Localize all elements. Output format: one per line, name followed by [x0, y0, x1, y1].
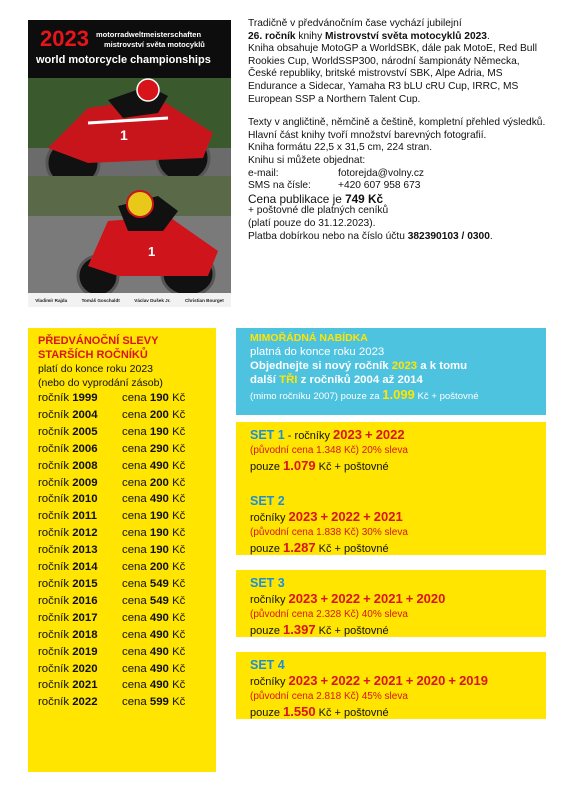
year-value: 2021 [72, 679, 98, 692]
price-value: 490 [149, 493, 169, 506]
cover-photo-motogp-rider [28, 78, 231, 190]
year-value: 2014 [72, 561, 98, 574]
year-value: 2011 [72, 510, 97, 523]
discount-heading-1: PŘEDVÁNOČNÍ SLEVY [38, 335, 159, 347]
validity-line: (platí pouze do 31.12.2023). [248, 217, 376, 229]
currency: Kč [172, 645, 186, 658]
price-word: cena [122, 425, 147, 438]
year-price-row [38, 610, 216, 627]
price-value: 490 [149, 645, 169, 658]
price-value: 599 [149, 696, 169, 709]
price-word: cena [122, 645, 147, 658]
price-value: 490 [149, 628, 169, 641]
cover-subtitle-cz: mistrovství světa motocyklů [104, 40, 205, 49]
price-value: 549 [149, 594, 169, 607]
year-price-list [38, 390, 216, 711]
year-price-row [38, 694, 216, 711]
price-value: 490 [149, 662, 169, 675]
set-year: 2019 [459, 673, 488, 688]
special-offer-panel [236, 328, 546, 415]
currency: Kč [172, 594, 186, 607]
set-original-price: (původní cena 1.838 Kč) 30% sleva [250, 527, 408, 538]
set-original-price: (původní cena 2.328 Kč) 40% sleva [250, 609, 408, 620]
price-value: 200 [149, 408, 169, 421]
year-value: 2020 [72, 662, 98, 675]
discount-note-2: (nebo do vyprodání zásob) [38, 377, 163, 389]
year-word: ročník [38, 493, 70, 506]
currency: Kč [172, 696, 186, 709]
year-price-row [38, 559, 216, 576]
set-price: 1.550 [283, 704, 316, 719]
set-price: 1.287 [283, 540, 316, 555]
year-word: ročník [38, 611, 70, 624]
year-value: 2013 [72, 544, 98, 557]
book-cover [28, 20, 231, 307]
price-word: cena [122, 561, 147, 574]
currency: Kč [172, 577, 186, 590]
set-price-line: pouze 1.397 Kč + poštovné [250, 622, 389, 637]
svg-text:1: 1 [148, 244, 156, 259]
currency: Kč [172, 459, 186, 472]
set-title: SET 2 [250, 494, 285, 508]
set-title: SET 3 [250, 576, 285, 590]
intro-edition: 26. ročník knihy Mistrovství světa motocyklů 2023. [248, 30, 490, 42]
intro-contents: Kniha obsahuje MotoGP a WorldSBK, dále pak MotoE, Red Bull Rookies Cup, WorldSSP300, národní šampionáty Německa, České republiky, britské mistrovství SBK, Alpe Adria, MS Endurance a Sidecar, Yamaha R3 bLU cRU Cup, IRRC, MS European SSP a Northern Talent Cup. [248, 43, 538, 105]
discount-heading-2: STARŠÍCH ROČNÍKŮ [38, 349, 148, 361]
currency: Kč [172, 476, 186, 489]
year-word: ročník [38, 476, 70, 489]
set-year: 2023 [288, 509, 318, 524]
year-price-row [38, 644, 216, 661]
currency: Kč [172, 679, 186, 692]
year-price-row [38, 491, 216, 508]
set-year: 2023 [288, 673, 318, 688]
year-value: 2005 [72, 425, 98, 438]
set-title: SET 1 [250, 428, 285, 442]
set-original-price: (původní cena 2.818 Kč) 45% sleva [250, 691, 408, 702]
cover-author: Christian Bourget [184, 297, 224, 303]
set-price-line: pouze 1.079 Kč + poštovné [250, 458, 389, 473]
sms-label: SMS na čísle: [248, 180, 311, 192]
price-value: 290 [149, 442, 169, 455]
cover-year: 2023 [40, 26, 89, 51]
price-value: 190 [149, 425, 169, 438]
year-word: ročník [38, 510, 70, 523]
year-price-row [38, 525, 216, 542]
price-line: Cena publikace je 749 Kč [248, 191, 384, 206]
year-price-row [38, 441, 216, 458]
year-word: ročník [38, 544, 70, 557]
year-value: 2004 [72, 408, 98, 421]
year-value: 2022 [72, 696, 98, 709]
currency: Kč [172, 561, 186, 574]
currency: Kč [172, 425, 186, 438]
price-word: cena [122, 544, 147, 557]
year-word: ročník [38, 425, 70, 438]
intro-line: Tradičně v předvánočním čase vychází jubilejní [248, 18, 462, 29]
set-year: 2021 [373, 509, 403, 524]
postage-line: + poštovné dle platných ceníků [248, 205, 389, 217]
set-title: SET 4 [250, 658, 285, 672]
price-word: cena [122, 442, 147, 455]
year-price-row [38, 677, 216, 694]
year-value: 2016 [72, 594, 98, 607]
account-number: 382390103 / 0300 [407, 230, 490, 242]
price-word: cena [122, 611, 147, 624]
year-price-row [38, 424, 216, 441]
offer-line-3: (mimo ročníku 2007) pouze za 1.099 Kč + poštovné [250, 387, 479, 402]
year-price-row [38, 593, 216, 610]
year-word: ročník [38, 527, 70, 540]
set-title-line: SET 1 - ročníky 2023 + 2022 [250, 427, 405, 442]
year-price-row [38, 542, 216, 559]
cover-photo-sbk-rider [28, 176, 231, 298]
currency: Kč [172, 392, 186, 404]
year-value: 1999 [72, 392, 98, 404]
offer-heading: MIMOŘÁDNÁ NABÍDKA [250, 332, 368, 344]
cover-subtitle-de: motorradweltmeisterschaften [96, 30, 202, 39]
year-price-row [38, 576, 216, 593]
cover-author: Václav Dušek Jr. [134, 297, 171, 303]
offer-line-1: Objednejte si nový ročník 2023 a k tomu [250, 360, 468, 372]
year-value: 2008 [72, 459, 98, 472]
discount-note-1: platí do konce roku 2023 [38, 363, 153, 375]
price-value: 549 [149, 577, 169, 590]
price-word: cena [122, 696, 147, 709]
book-description [248, 18, 548, 243]
price-word: cena [122, 577, 147, 590]
cover-author: Tomáš Goschaldt [81, 297, 120, 303]
price-word: cena [122, 527, 147, 540]
set-year: 2021 [373, 591, 403, 606]
offer-validity: platná do konce roku 2023 [250, 346, 385, 358]
year-word: ročník [38, 442, 70, 455]
set-offer-2 [236, 488, 546, 555]
year-price-row [38, 407, 216, 424]
year-word: ročník [38, 594, 70, 607]
price-word: cena [122, 662, 147, 675]
email-label: e-mail: [248, 167, 279, 179]
currency: Kč [172, 544, 186, 557]
price-value: 200 [149, 561, 169, 574]
price-value: 749 Kč [345, 191, 384, 206]
year-value: 2006 [72, 442, 98, 455]
set-years-line: ročníky 2023 + 2022 + 2021 + 2020 + 2019 [250, 673, 488, 688]
price-value: 190 [149, 527, 169, 540]
year-word: ročník [38, 392, 70, 404]
price-word: cena [122, 510, 147, 523]
set-year: 2020 [416, 673, 446, 688]
set-price-line: pouze 1.287 Kč + poštovné [250, 540, 389, 555]
year-price-row [38, 627, 216, 644]
intro-order: Knihu si můžete objednat: [248, 154, 366, 166]
price-word: cena [122, 476, 147, 489]
set-year: 2022 [331, 509, 361, 524]
set-price: 1.079 [283, 458, 316, 473]
payment-line: Platba dobírkou nebo na číslo účtu 382390103 / 0300. [248, 230, 493, 242]
currency: Kč [172, 442, 186, 455]
price-value: 490 [149, 679, 169, 692]
year-word: ročník [38, 696, 70, 709]
currency: Kč [172, 611, 186, 624]
price-word: cena [122, 392, 147, 404]
year-word: ročník [38, 645, 70, 658]
year-price-row [38, 390, 216, 407]
set-offer-1 [236, 422, 546, 489]
set-year: 2020 [416, 591, 446, 606]
year-value: 2009 [72, 476, 98, 489]
year-value: 2018 [72, 628, 98, 641]
set-price-line: pouze 1.550 Kč + poštovné [250, 704, 389, 719]
older-editions-discount-panel [28, 328, 216, 772]
year-word: ročník [38, 408, 70, 421]
price-value: 200 [149, 476, 169, 489]
set-year: 2023 [288, 591, 318, 606]
currency: Kč [172, 493, 186, 506]
year-word: ročník [38, 459, 70, 472]
set-years-line: ročníky 2023 + 2022 + 2021 + 2020 [250, 591, 446, 606]
email-row [248, 168, 548, 181]
intro-languages: Texty v angličtině, němčině a češtině, kompletní přehled výsledků. [248, 117, 546, 129]
price-word: cena [122, 679, 147, 692]
set-years-line: ročníky 2023 + 2022 + 2021 [250, 509, 403, 524]
svg-text:1: 1 [120, 127, 128, 143]
cover-author: Vladimír Rajda [35, 297, 68, 303]
set-price: 1.397 [283, 622, 316, 637]
set-year: 2022 [331, 591, 361, 606]
year-value: 2012 [72, 527, 98, 540]
set-year: 2023 [333, 427, 362, 442]
year-value: 2015 [72, 577, 98, 590]
intro-format: Kniha formátu 22,5 x 31,5 cm, 224 stran. [248, 142, 433, 154]
year-value: 2017 [72, 611, 98, 624]
set-offer-3 [236, 570, 546, 637]
year-word: ročník [38, 577, 70, 590]
year-value: 2010 [72, 493, 98, 506]
price-value: 490 [149, 611, 169, 624]
year-price-row [38, 475, 216, 492]
year-word: ročník [38, 662, 70, 675]
price-value: 190 [149, 544, 169, 557]
cover-title: world motorcycle championships [36, 54, 211, 66]
set-original-price: (původní cena 1.348 Kč) 20% sleva [250, 445, 408, 456]
price-word: cena [122, 628, 147, 641]
year-word: ročník [38, 561, 70, 574]
intro-photos: Hlavní část knihy tvoří množství barevných fotografií. [248, 129, 487, 141]
year-price-row [38, 458, 216, 475]
currency: Kč [172, 510, 186, 523]
price-value: 490 [149, 459, 169, 472]
year-price-row [38, 661, 216, 678]
offer-line-2: další TŘI z ročníků 2004 až 2014 [250, 374, 423, 386]
email-value[interactable]: fotorejda@volny.cz [338, 167, 425, 179]
set-year: 2021 [373, 673, 403, 688]
set-year: 2022 [375, 427, 405, 442]
price-value: 190 [149, 510, 169, 523]
currency: Kč [172, 628, 186, 641]
price-word: cena [122, 493, 147, 506]
currency: Kč [172, 408, 186, 421]
set-year: 2022 [331, 673, 361, 688]
price-word: cena [122, 408, 147, 421]
sms-value: +420 607 958 673 [338, 180, 421, 192]
year-price-row [38, 508, 216, 525]
currency: Kč [172, 662, 186, 675]
price-value: 190 [149, 392, 169, 404]
year-word: ročník [38, 679, 70, 692]
year-word: ročník [38, 628, 70, 641]
year-value: 2019 [72, 645, 98, 658]
cover-authors [28, 293, 231, 307]
price-word: cena [122, 459, 147, 472]
price-word: cena [122, 594, 147, 607]
currency: Kč [172, 527, 186, 540]
set-offer-4 [236, 652, 546, 719]
